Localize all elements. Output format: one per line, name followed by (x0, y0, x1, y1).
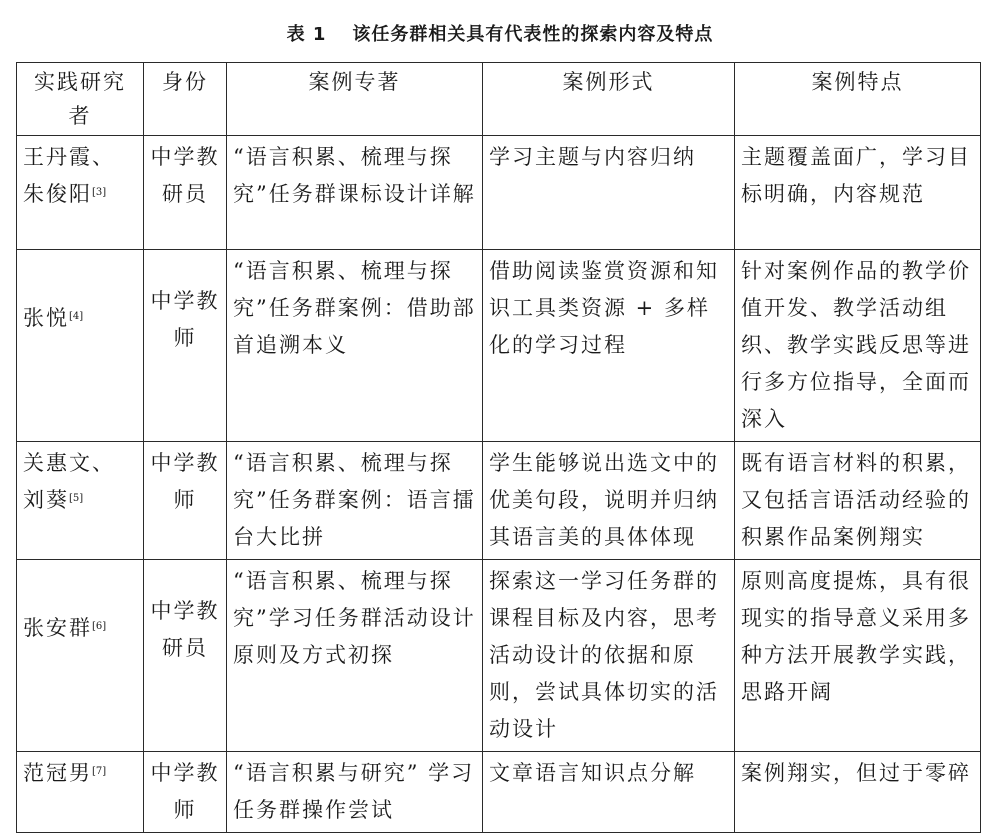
work-cell: “语言积累、梳理与探究”学习任务群活动设计原则及方式初探 (227, 560, 483, 752)
features-cell: 主题覆盖面广，学习目标明确，内容规范 (735, 136, 981, 250)
header-features: 案例特点 (735, 63, 981, 136)
citation: [3] (92, 187, 107, 198)
header-role: 身份 (144, 63, 227, 136)
table-row (17, 250, 981, 442)
table-row (17, 136, 981, 250)
role-cell: 中学教师 (144, 250, 227, 442)
citation: [5] (69, 493, 84, 504)
researcher-cell: 王丹霞、朱俊阳[3] (17, 136, 144, 250)
features-cell: 原则高度提炼，具有很现实的指导意义采用多种方法开展教学实践，思路开阔 (735, 560, 981, 752)
features-cell: 针对案例作品的教学价值开发、教学活动组织、教学实践反思等进行多方位指导，全面而深入 (735, 250, 981, 442)
table-caption (0, 20, 1000, 46)
work-cell: “语言积累、梳理与探究”任务群案例：借助部首追溯本义 (227, 250, 483, 442)
researcher-cell: 张安群[6] (17, 560, 144, 752)
work-cell: “语言积累与研究” 学习任务群操作尝试 (227, 752, 483, 833)
researcher-cell: 关惠文、刘葵[5] (17, 442, 144, 560)
table-row (17, 442, 981, 560)
header-form: 案例形式 (483, 63, 735, 136)
researcher-cell: 范冠男[7] (17, 752, 144, 833)
features-cell: 案例翔实，但过于零碎 (735, 752, 981, 833)
role-cell: 中学教师 (144, 752, 227, 833)
table-number: 表 1 (286, 24, 327, 45)
table-row (17, 752, 981, 833)
citation: [7] (92, 766, 107, 777)
header-researcher: 实践研究者 (17, 63, 144, 136)
researcher-cell: 张悦[4] (17, 250, 144, 442)
header-row (17, 63, 981, 136)
form-cell: 文章语言知识点分解 (483, 752, 735, 833)
role-cell: 中学教研员 (144, 560, 227, 752)
table-title: 该任务群相关具有代表性的探索内容及特点 (352, 24, 714, 45)
work-cell: “语言积累、梳理与探究”任务群课标设计详解 (227, 136, 483, 250)
role-cell: 中学教研员 (144, 136, 227, 250)
form-cell: 探索这一学习任务群的课程目标及内容，思考活动设计的依据和原则，尝试具体切实的活动设计 (483, 560, 735, 752)
citation: [6] (92, 621, 107, 632)
form-cell: 学习主题与内容归纳 (483, 136, 735, 250)
citation: [4] (69, 311, 84, 322)
research-table (16, 62, 981, 833)
role-cell: 中学教师 (144, 442, 227, 560)
form-cell: 学生能够说出选文中的优美句段，说明并归纳其语言美的具体体现 (483, 442, 735, 560)
features-cell: 既有语言材料的积累，又包括言语活动经验的积累作品案例翔实 (735, 442, 981, 560)
header-work: 案例专著 (227, 63, 483, 136)
form-cell: 借助阅读鉴赏资源和知识工具类资源 + 多样化的学习过程 (483, 250, 735, 442)
table-row (17, 560, 981, 752)
work-cell: “语言积累、梳理与探究”任务群案例：语言擂台大比拼 (227, 442, 483, 560)
